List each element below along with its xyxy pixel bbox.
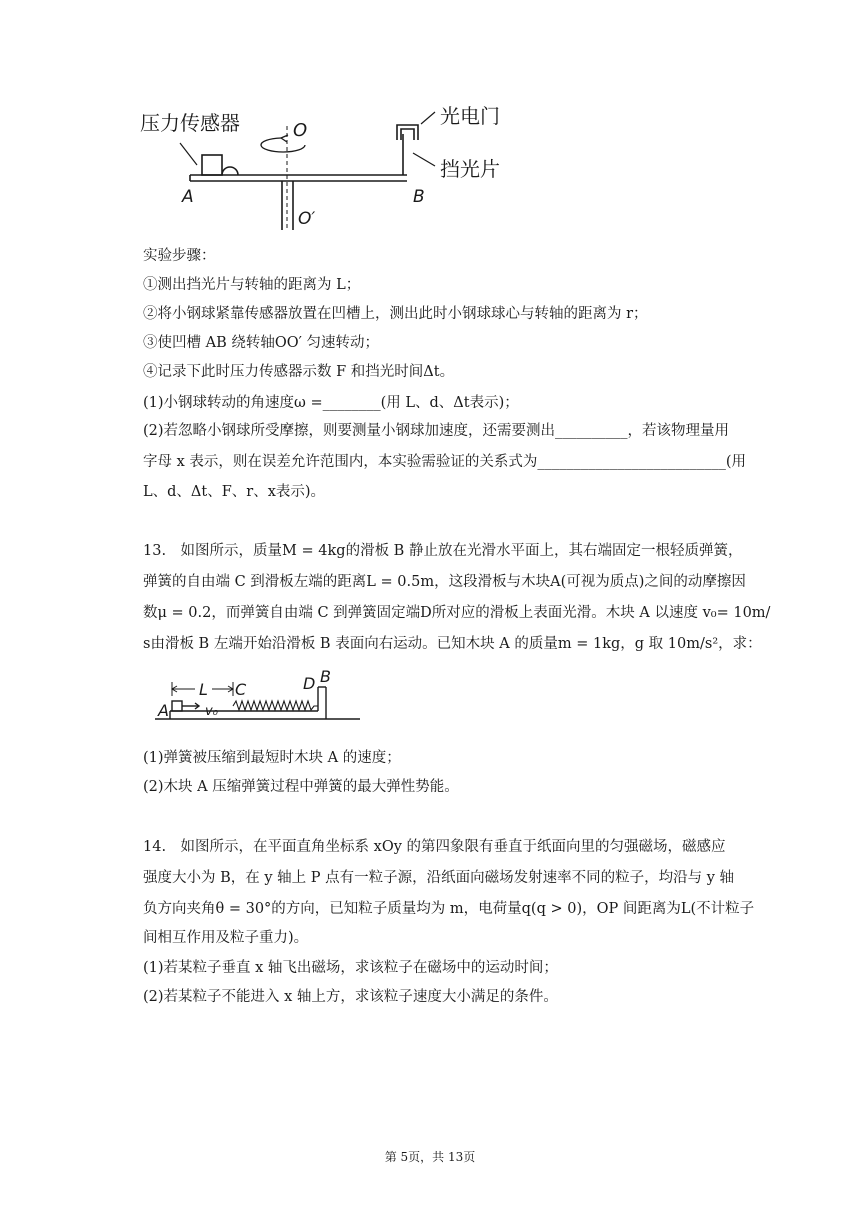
q14-line-1: 14. 如图所示，在平面直角坐标系 xOy 的第四象限有垂直于纸面向里的匀强磁场，磁感应 [143,839,726,855]
rotating-groove-figure [135,98,535,238]
label-v0: v₀ [205,704,218,719]
steel-ball [222,167,238,175]
label-O-prime: O′ [298,209,316,229]
block-A [172,701,182,711]
step-4: ④记录下此时压力传感器示数 F 和挡光时间Δt。 [143,364,455,380]
label-B: B [413,187,425,207]
q12-subquestion-1: (1)小钢球转动的角速度ω =________(用 L、d、Δt表示)； [143,395,519,411]
q13-subquestion-2: (2)木块 A 压缩弹簧过程中弹簧的最大弹性势能。 [143,779,459,795]
label-C: C [235,680,247,699]
page-footer: 第 5页，共 13页 [384,1150,476,1164]
label-O: O [293,120,308,141]
q13-subquestion-1: (1)弹簧被压缩到最短时木块 A 的速度； [143,750,401,766]
steps-title: 实验步骤： [143,248,216,264]
label-B: B [320,667,331,686]
step-2: ②将小钢球紧靠传感器放置在凹槽上，测出此时小钢球球心与转轴的距离为 r； [143,306,648,322]
q14-subquestion-1: (1)若某粒子垂直 x 轴飞出磁场，求该粒子在磁场中的运动时间； [143,960,558,976]
label-pressure-sensor: 压力传感器 [140,111,240,135]
q13-line-2: 弹簧的自由端 C 到滑板左端的距离L = 0.5m，这段滑板与木块A(可视为质点)之间的动摩擦因 [143,574,746,590]
q14-line-3: 负方向夹角θ = 30°的方向，已知粒子质量均为 m，电荷量q(q > 0)，OP 间距离为L(不计粒子 [143,901,755,917]
sliding-board-figure [150,665,365,737]
q13-line-1: 13. 如图所示，质量M = 4kg的滑板 B 静止放在光滑水平面上，其右端固定一根轻质弹簧， [143,543,743,559]
spring [233,701,318,710]
photogate [397,125,418,140]
q14-subquestion-2: (2)若某粒子不能进入 x 轴上方，求该粒子速度大小满足的条件。 [143,989,558,1005]
label-shade-plate: 挡光片 [440,157,500,181]
q13-line-4: s由滑板 B 左端开始沿滑板 B 表面向右运动。已知木块 A 的质量m = 1kg，g 取 10m/s²，求： [143,636,762,652]
q13-line-3: 数μ = 0.2，而弹簧自由端 C 到弹簧固定端D所对应的滑板上表面光滑。木块 A 以速度 v₀= 10m/ [143,605,771,621]
q12-subquestion-2-line3: L、d、Δt、F、r、x表示)。 [143,484,326,500]
label-L: L [199,680,208,699]
label-A: A [158,701,169,720]
step-3: ③使凹槽 AB 绕转轴OO′ 匀速转动； [143,335,380,351]
q14-line-2: 强度大小为 B，在 y 轴上 P 点有一粒子源，沿纸面向磁场发射速率不同的粒子，均沿与 y 轴 [143,870,735,886]
pressure-sensor-block [202,155,222,175]
label-photogate: 光电门 [440,104,500,128]
q12-subquestion-2-line2: 字母 x 表示，则在误差允许范围内，本实验需验证的关系式为__________________________(用 [143,454,747,470]
q12-subquestion-2-line1: (2)若忽略小钢球所受摩擦，则要测量小钢球加速度，还需要测出__________，若该物理量用 [143,423,730,439]
label-D: D [303,674,316,693]
q14-line-4: 间相互作用及粒子重力)。 [143,930,309,946]
label-A: A [182,187,194,207]
step-1: ①测出挡光片与转轴的距离为 L； [143,277,361,293]
